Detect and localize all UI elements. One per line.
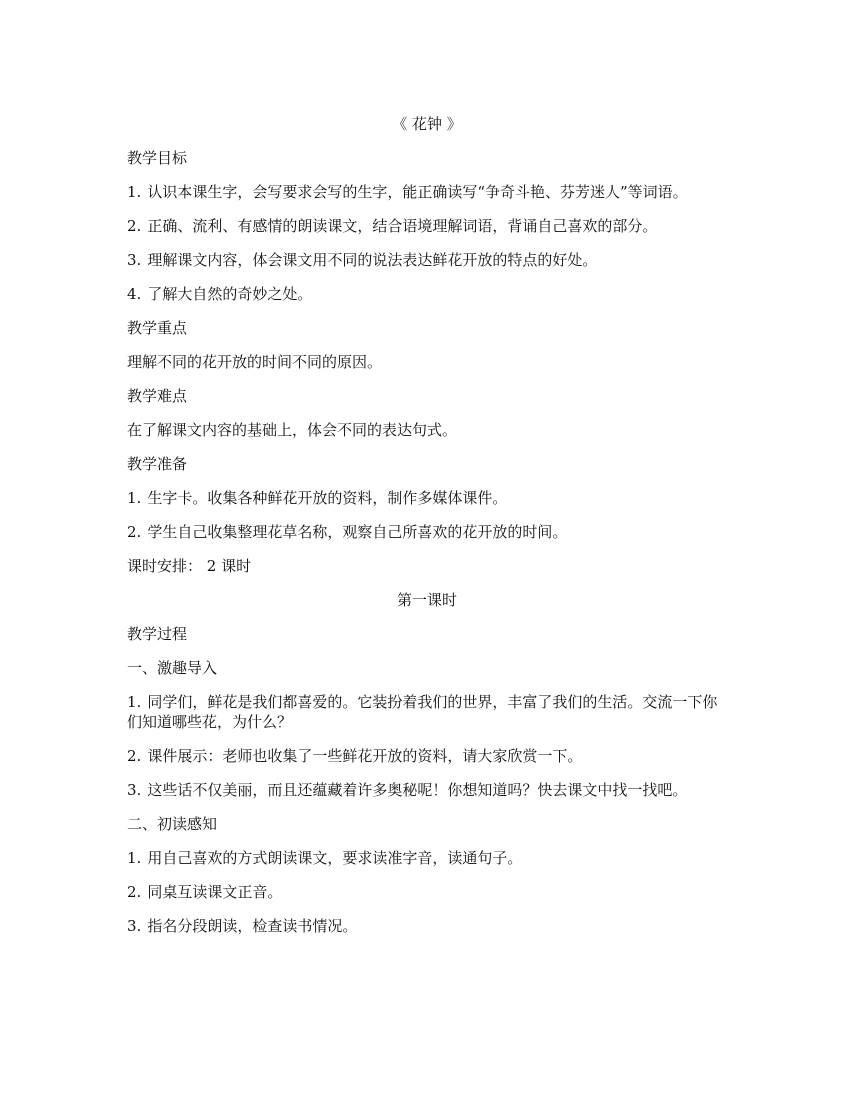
part1-number: 1. <box>127 693 142 711</box>
goal-item <box>127 250 727 270</box>
part1-number: 3. <box>127 781 142 799</box>
goal-item <box>127 284 727 304</box>
goal-item <box>127 182 727 202</box>
lesson-title: 第一课时 <box>396 591 457 609</box>
goals-heading: 教学目标 <box>127 149 188 167</box>
part1-item <box>127 692 727 732</box>
goal-text: 认识本课生字，会写要求会写的生字，能正确读写“争奇斗艳、芬芳迷人”等词语。 <box>147 183 688 201</box>
part2-text: 用自己喜欢的方式朗读课文，要求读准字音，读通句子。 <box>147 849 523 867</box>
part1-text: 这些话不仅美丽，而且还蕴藏着许多奥秘呢！你想知道吗？快去课文中找一找吧。 <box>147 781 688 799</box>
prep-text: 生字卡。收集各种鲜花开放的资料，制作多媒体课件。 <box>147 489 508 507</box>
prep-number: 1. <box>127 489 142 507</box>
schedule-text: 课时安排： 2 课时 <box>127 557 252 575</box>
part2-item <box>127 848 727 868</box>
key-text: 理解不同的花开放的时间不同的原因。 <box>127 353 383 371</box>
part2-item <box>127 882 727 902</box>
document-title: 《 花钟 》 <box>392 115 462 133</box>
goal-number: 2. <box>127 217 142 235</box>
prep-number: 2. <box>127 523 142 541</box>
difficulty-text: 在了解课文内容的基础上，体会不同的表达句式。 <box>127 421 458 439</box>
prep-heading: 教学准备 <box>127 455 188 473</box>
part1-heading: 一、激趣导入 <box>127 659 218 677</box>
part1-text: 课件展示：老师也收集了一些鲜花开放的资料，请大家欣赏一下。 <box>147 747 583 765</box>
goal-text: 理解课文内容，体会课文用不同的说法表达鲜花开放的特点的好处。 <box>147 251 598 269</box>
part2-number: 2. <box>127 883 142 901</box>
part2-item <box>127 916 727 936</box>
goal-text: 正确、流利、有感情的朗读课文，结合语境理解词语，背诵自己喜欢的部分。 <box>147 217 658 235</box>
part1-item <box>127 780 727 800</box>
part1-text: 同学们，鲜花是我们都喜爱的。它装扮着我们的世界，丰富了我们的生活。交流一下你们知道哪些花，为什么？ <box>127 693 718 731</box>
goal-item <box>127 216 727 236</box>
prep-text: 学生自己收集整理花草名称，观察自己所喜欢的花开放的时间。 <box>147 523 568 541</box>
prep-item <box>127 488 727 508</box>
difficulty-heading: 教学难点 <box>127 387 188 405</box>
goal-number: 1. <box>127 183 142 201</box>
part2-text: 同桌互读课文正音。 <box>147 883 283 901</box>
part2-heading: 二、初读感知 <box>127 815 218 833</box>
part1-item <box>127 746 727 766</box>
process-heading: 教学过程 <box>127 625 188 643</box>
goal-number: 3. <box>127 251 142 269</box>
part2-number: 3. <box>127 917 142 935</box>
document-body <box>127 114 727 950</box>
part2-text: 指名分段朗读，检查读书情况。 <box>147 917 358 935</box>
goal-text: 了解大自然的奇妙之处。 <box>147 285 313 303</box>
part2-number: 1. <box>127 849 142 867</box>
part1-number: 2. <box>127 747 142 765</box>
prep-item <box>127 522 727 542</box>
goal-number: 4. <box>127 285 142 303</box>
key-heading: 教学重点 <box>127 319 188 337</box>
